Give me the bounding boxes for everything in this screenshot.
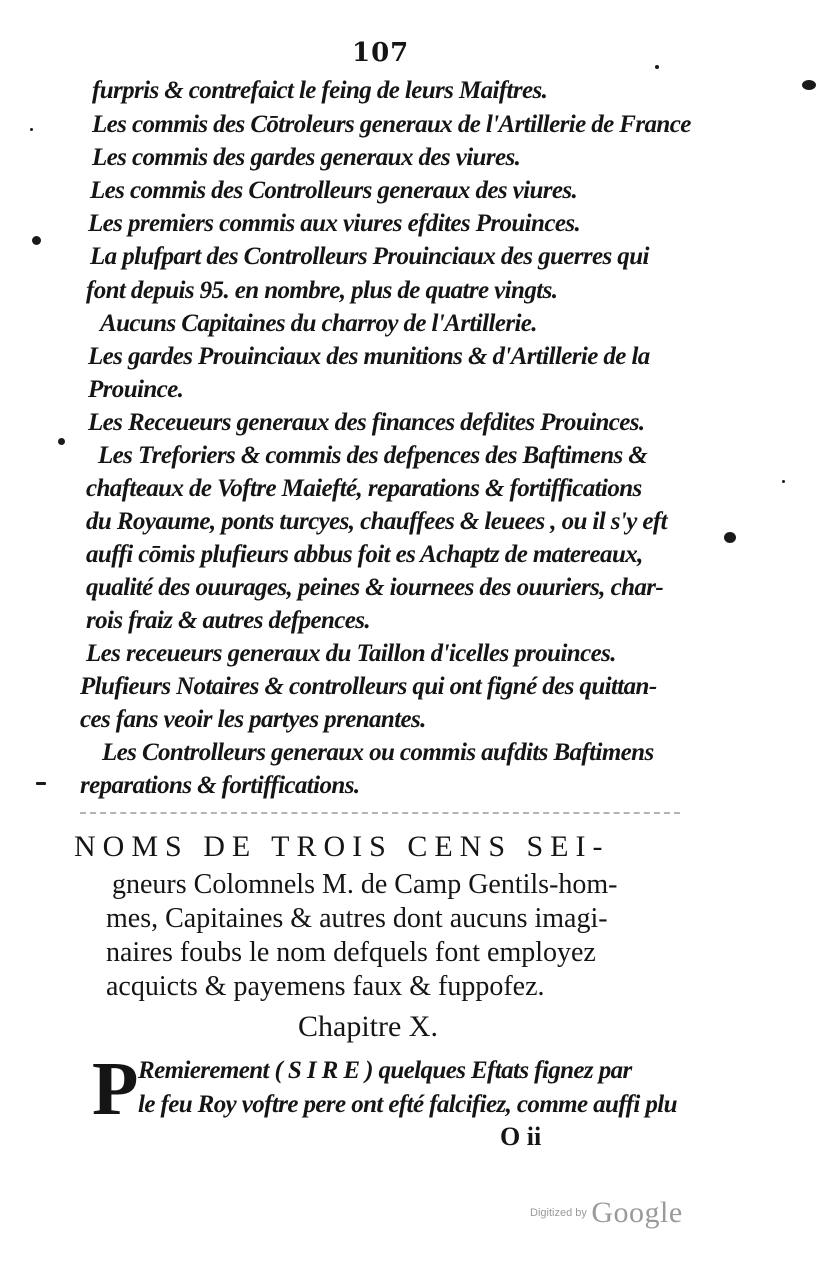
ink-speck [30, 128, 33, 131]
chapter-title: Chapitre X. [298, 1010, 438, 1043]
body-line: Les commis des Controlleurs generaux des viures. [90, 177, 578, 204]
body-line: Les Controlleurs generaux ou commis aufdits Baftimens [102, 739, 654, 766]
body-line: Les gardes Prouinciaux des munitions & d'Artillerie de la [88, 343, 650, 370]
body-line: Plufieurs Notaires & controlleurs qui ont figné des quittan- [80, 673, 657, 700]
body-line: auffi cōmis plufieurs abbus foit es Achaptz de matereaux, [86, 541, 643, 568]
body-line: Les Treforiers & commis des defpences des Baftimens & [98, 442, 648, 469]
digitized-by-google-watermark [530, 1196, 683, 1230]
section-heading-line: naires foubs le nom defquels font employez [106, 937, 596, 968]
opening-line: le feu Roy voftre pere ont efté falcifiez, comme auffi plu [138, 1091, 677, 1118]
body-line: Prouince. [88, 376, 184, 403]
body-line: rois fraiz & autres defpences. [86, 607, 371, 634]
ink-speck [32, 236, 41, 245]
section-heading-line: mes, Capitaines & autres dont aucuns imagi- [106, 903, 608, 934]
google-logo: Google [591, 1196, 683, 1229]
ink-speck [36, 782, 46, 785]
body-line: ces fans veoir les partyes prenantes. [80, 706, 426, 733]
drop-cap: P [92, 1047, 139, 1131]
ink-speck [724, 532, 736, 543]
body-line: chafteaux de Voftre Maiefté, reparations & fortiffications [86, 475, 642, 502]
body-line: furpris & contrefaict le feing de leurs Maiftres. [92, 77, 548, 104]
signature-mark: O ii [500, 1122, 542, 1151]
ink-speck [655, 65, 659, 69]
section-heading-line: acquicts & payemens faux & fuppofez. [106, 971, 545, 1002]
body-line: Les commis des Cōtroleurs generaux de l'Artillerie de France [92, 111, 691, 138]
body-line: du Royaume, ponts turcyes, chauffees & leuees , ou il s'y eft [86, 508, 667, 535]
page-number: 107 [352, 38, 410, 68]
ink-speck [58, 438, 65, 445]
body-line: Les premiers commis aux viures efdites Prouinces. [88, 210, 581, 237]
section-heading-line: NOMS DE TROIS CENS SEI- [74, 830, 610, 863]
ink-speck [782, 480, 785, 483]
body-line: qualité des ouurages, peines & iournees des ouuriers, char- [86, 574, 664, 601]
ink-speck [802, 80, 816, 90]
body-line: Les receueurs generaux du Taillon d'icelles prouinces. [86, 640, 616, 667]
body-line: Les Receueurs generaux des finances defdites Prouinces. [88, 409, 645, 436]
watermark-prefix: Digitized by [530, 1207, 587, 1219]
opening-line: Remierement ( S I R E ) quelques Eftats fignez par [138, 1057, 632, 1084]
section-divider [80, 812, 680, 814]
body-line: Aucuns Capitaines du charroy de l'Artillerie. [100, 310, 537, 337]
body-line: La plufpart des Controlleurs Prouinciaux des guerres qui [90, 243, 649, 270]
body-line: font depuis 95. en nombre, plus de quatre vingts. [86, 277, 558, 304]
section-heading-line: gneurs Colomnels M. de Camp Gentils-hom- [112, 869, 618, 900]
body-line: reparations & fortiffications. [80, 772, 360, 799]
body-line: Les commis des gardes generaux des viures. [92, 144, 521, 171]
